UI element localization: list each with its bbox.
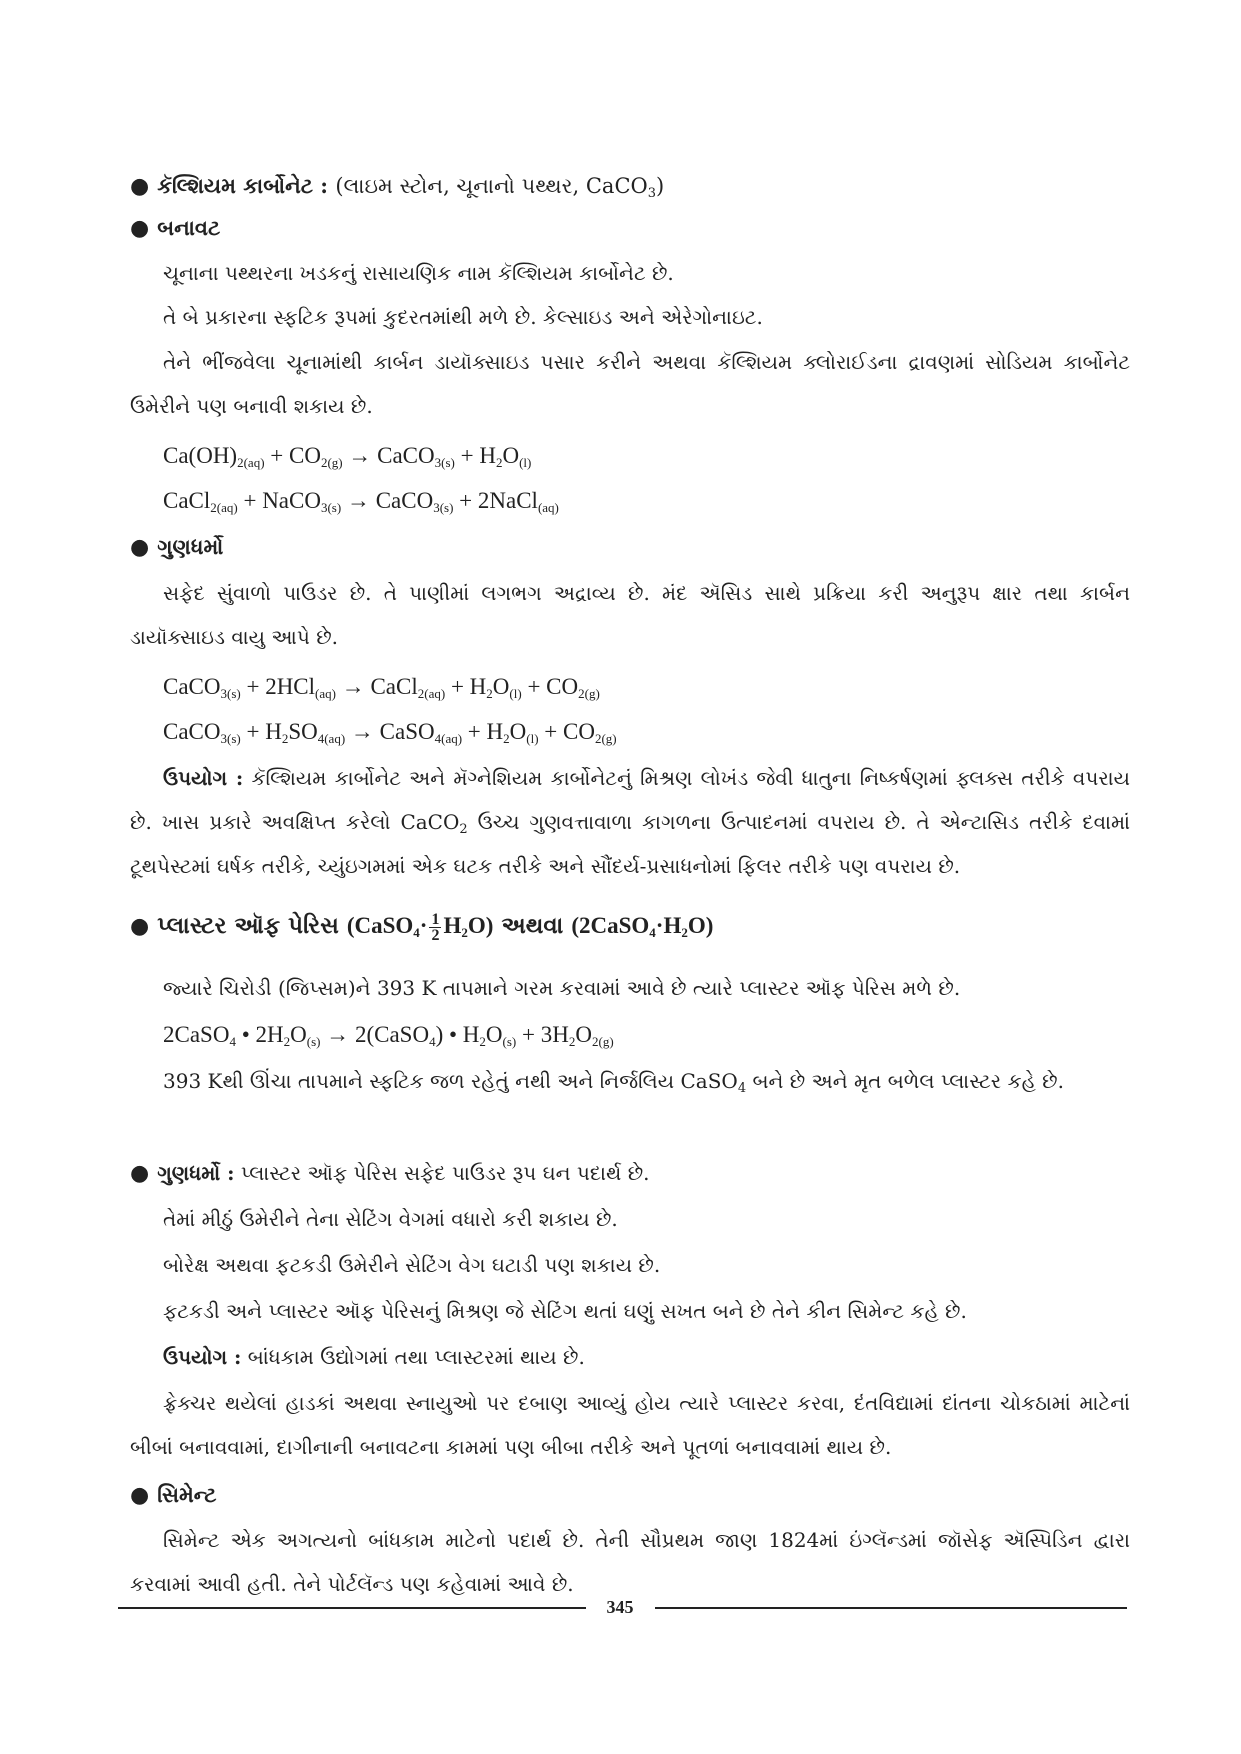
equation-4: CaCO$_{3(s)}$ + $H_2SO_{4(aq)}$ → CaSO$_{4(aq)}$ + $H_2O_{(l)} + CO_{2(g)}$ xyxy=(163,719,617,746)
paragraph: જ્યારે ચિરોડી (જિપ્સમ)ને 393 K તાપમાને ગરમ કરવામાં આવે છે ત્યારે પ્લાસ્ટર ઑફ પેરિસ મળે છે. xyxy=(163,976,961,1000)
uses-label: ઉપયોગ : xyxy=(163,766,244,790)
bullet-icon: ● xyxy=(130,215,150,241)
subheading-making: ● બનાવટ xyxy=(130,206,1130,250)
equation-3: CaCO$_{3(s)}$ + 2HCl$_{(aq)}$ → CaCl$_{2(aq)}$ + $H_2O_{(l)} + CO_{2(g)}$ xyxy=(163,674,600,701)
uses-line: ઉપયોગ : બાંધકામ ઉદ્યોગમાં તથા પ્લાસ્ટરમાં થાય છે. xyxy=(163,1345,585,1369)
properties-label: ગુણધર્મો : xyxy=(157,1161,235,1185)
bullet-icon: ● xyxy=(130,913,150,939)
paragraph: બોરેક્ષ અથવા ફટકડી ઉમેરીને સેટિંગ વેગ ઘટાડી પણ શકાય છે. xyxy=(163,1253,661,1277)
uses-label: ઉપયોગ : xyxy=(163,1345,242,1369)
paragraph: 393 Kથી ઊંચા તાપમાને સ્ફટિક જળ રહેતું નથી અને નિર્જલિય CaSO$_4$ બને છે અને મૃત બળેલ પ્લાસ્ટર કહે છે. xyxy=(163,1069,1064,1096)
uses-paragraph: ઉપયોગ : કૅલ્શિયમ કાર્બોનેટ અને મૅગ્નેશિયમ કાર્બોનેટનું મિશ્રણ લોખંડ જેવી ધાતુના નિષ્કર્ષણમાં ફ્લક્સ તરીકે વપરાય છે. ખાસ પ્રકારે અવક્ષિપ્ત કરેલો CaCO$_2$ ઉચ્ચ ગુણવત્તાવાળા કાગળના ઉત્પાદનમાં વપરાય છે. તે એન્ટાસિડ તરીકે દવામાં ટૂથપેસ્ટમાં ઘર્ષક તરીકે, ચ્યુંઇગમમાં એક ઘટક તરીકે અને સૌંદર્ય-પ્રસાધનોમાં ફિલર તરીકે પણ વપરાય છે. xyxy=(130,766,1130,878)
bullet-icon: ● xyxy=(130,1161,150,1186)
paragraph: સિમેન્ટ એક અગત્યનો બાંધકામ માટેનો પદાર્થ છે. તેની સૌપ્રથમ જાણ 1824માં ઇંગ્લૅન્ડમાં જૉસેફ ઍસ્પિડિન દ્વારા કરવામાં આવી હતી. તેને પોર્ટલૅન્ડ પણ કહેવામાં આવે છે. xyxy=(130,1528,1130,1596)
heading-subtitle: (લાઇમ સ્ટોન, ચૂનાનો પથ્થર, CaCO$_3$) xyxy=(335,174,665,201)
footer-rule-right xyxy=(655,1607,1127,1609)
heading-cement: ● સિમેન્ટ xyxy=(130,1473,1130,1517)
formula-hemihydrate: (CaSO$_4$· $\frac{1}{2}$ $H_2O$) xyxy=(346,911,494,945)
equation-5: 2CaSO$_4$ • $2H_2O_{(s)}$ → 2(CaSO$_4$) • $H_2O_{(s)} + 3H_2O_{2(g)}$ xyxy=(163,1022,614,1049)
bullet-icon: ● xyxy=(130,173,150,199)
paragraph: ફટકડી અને પ્લાસ્ટર ઑફ પેરિસનું મિશ્રણ જે સેટિંગ થતાં ઘણું સખત બને છે તેને કીન સિમેન્ટ કહે છે. xyxy=(163,1299,967,1323)
paragraph: સફેદ સુંવાળો પાઉડર છે. તે પાણીમાં લગભગ અદ્રાવ્ય છે. મંદ ઍસિડ સાથે પ્રક્રિયા કરી અનુરૂપ ક્ષાર તથા કાર્બન ડાયૉક્સાઇડ વાયુ આપે છે. xyxy=(130,581,1130,649)
heading-text: કૅલ્શિયમ કાર્બોનેટ : xyxy=(157,173,329,198)
footer-rule-left xyxy=(118,1607,586,1609)
page-number: 345 xyxy=(606,1597,634,1617)
equation-1: $Ca(OH)_{2(aq)} + CO_{2(g)}$ → CaCO$_{3(s)}$ + $H_2O_{(l)}$ xyxy=(163,443,532,470)
bullet-icon: ● xyxy=(130,1482,150,1508)
heading-plaster-of-paris: ● પ્લાસ્ટર ઑફ પેરિસ (CaSO$_4$· $\frac{1}{2}$ $H_2O$) અથવા $(2CaSO_4\cdot H_2O)$ xyxy=(130,904,1130,948)
subheading-properties: ● ગુણધર્મો xyxy=(130,525,1130,569)
properties-line: ● ગુણધર્મો : પ્લાસ્ટર ઑફ પેરિસ સફેદ પાઉડર રૂપ ઘન પદાર્થ છે. xyxy=(130,1151,1130,1196)
formula-alt: $(2CaSO_4\cdot H_2O)$ xyxy=(571,913,714,940)
paragraph: ચૂનાના પથ્થરના ખડકનું રાસાયણિક નામ કૅલ્શિયમ કાર્બોનેટ છે. xyxy=(163,261,674,285)
equation-2: CaCl$_{2(aq)}$ + NaCO$_{3(s)}$ → CaCO$_{3(s)}$ + 2NaCl$_{(aq)}$ xyxy=(163,488,559,515)
paragraph: તેમાં મીઠું ઉમેરીને તેના સેટિંગ વેગમાં વધારો કરી શકાય છે. xyxy=(163,1207,618,1231)
paragraph: તે બે પ્રકારના સ્ફટિક રૂપમાં કુદરતમાંથી મળે છે. કેલ્સાઇડ અને એરેગોનાઇટ. xyxy=(163,305,763,329)
paragraph: ફ્રેક્ચર થયેલાં હાડકાં અથવા સ્નાયુઓ પર દબાણ આવ્યું હોય ત્યારે પ્લાસ્ટર કરવા, દંતવિદ્યામાં દાંતના ચોકઠામાં માટેનાં બીબાં બનાવવામાં, દાગીનાની બનાવટના કામમાં પણ બીબા તરીકે અને પૂતળાં બનાવવામાં થાય છે. xyxy=(130,1391,1130,1459)
bullet-icon: ● xyxy=(130,534,150,560)
heading-calcium-carbonate xyxy=(130,164,1130,208)
paragraph: તેને ભીંજવેલા ચૂનામાંથી કાર્બન ડાયૉક્સાઇડ પસાર કરીને અથવા કૅલ્શિયમ ક્લોરાઈડના દ્રાવણમાં સોડિયમ કાર્બોનેટ ઉમેરીને પણ બનાવી શકાય છે. xyxy=(130,350,1130,418)
